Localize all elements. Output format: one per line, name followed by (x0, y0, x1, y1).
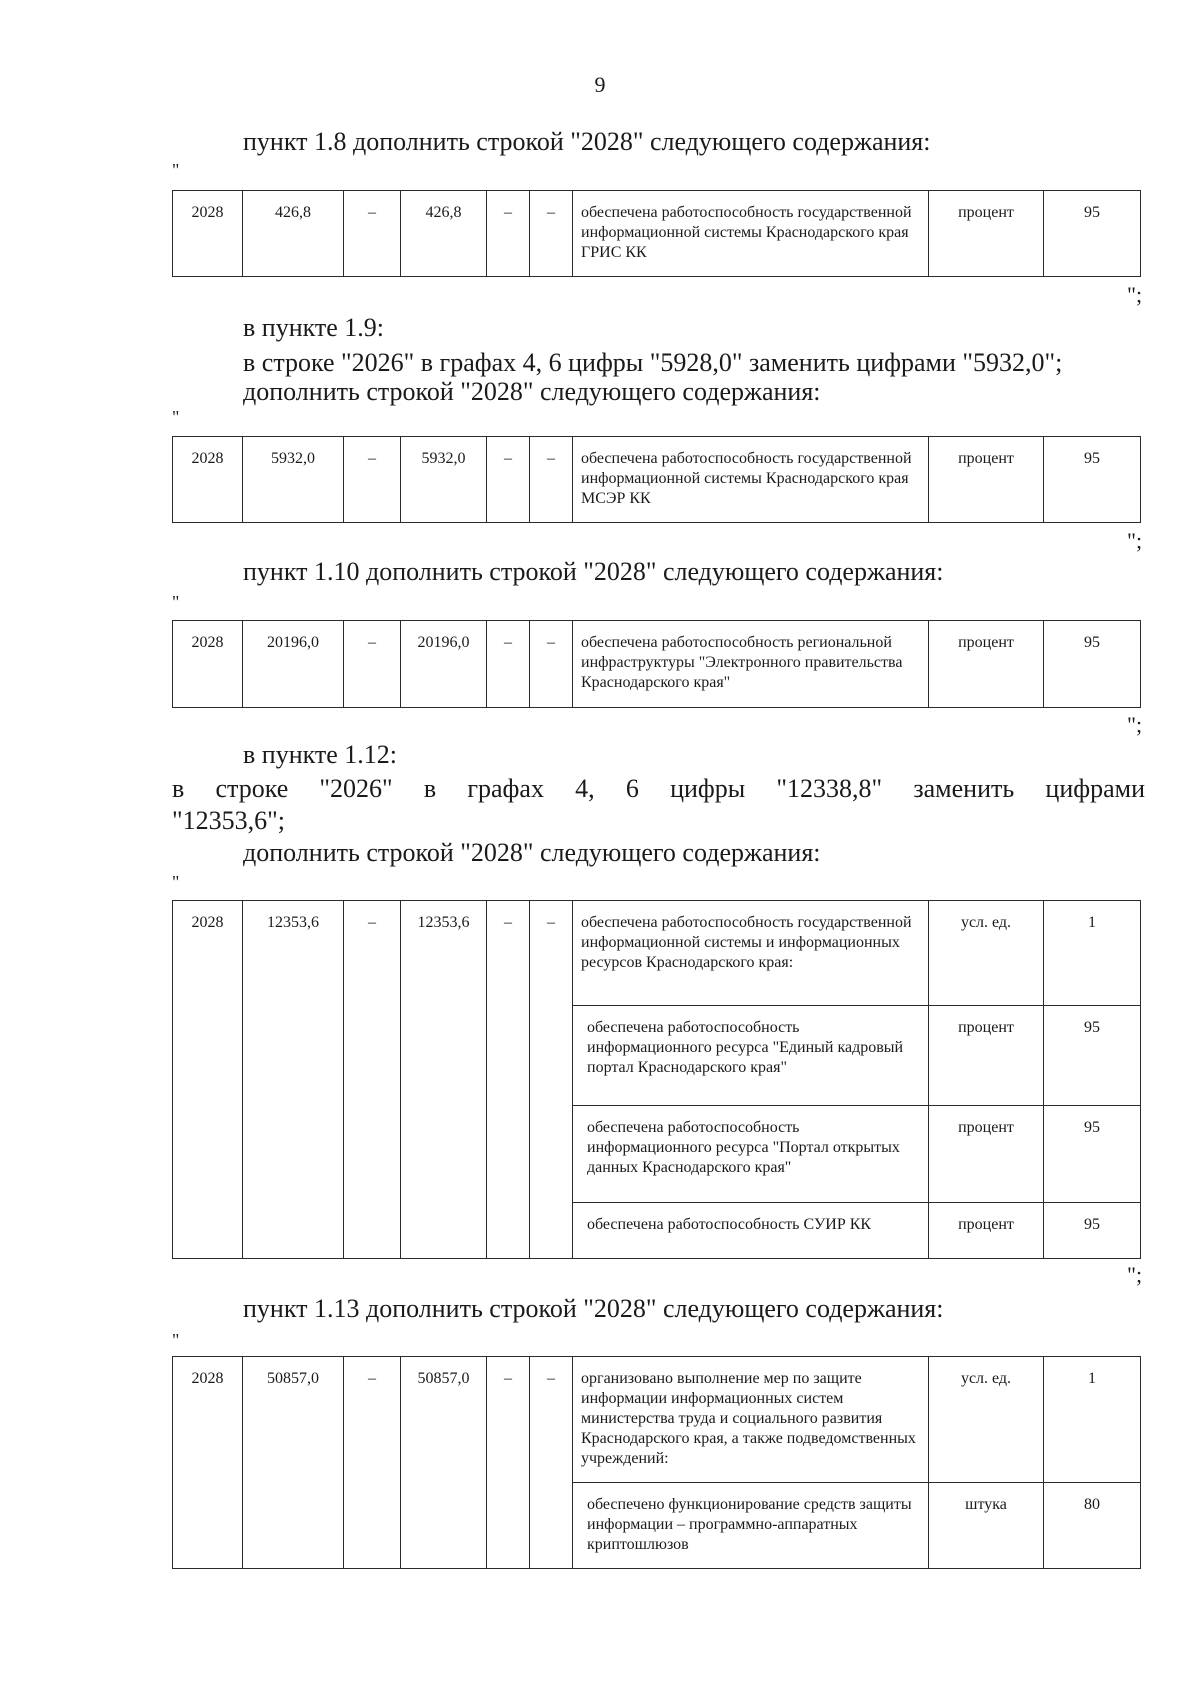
unit-cell: процент (929, 191, 1044, 277)
total-cell: 426,8 (243, 191, 344, 277)
year-cell: 2028 (173, 437, 243, 523)
year-cell: 2028 (173, 191, 243, 277)
column-3-cell: – (344, 1357, 401, 1569)
section-1-13-heading: пункт 1.13 дополнить строкой "2028" следующего содержания: (243, 1294, 944, 1323)
description-cell: обеспечено функционирование средств защиты информации – программно-аппаратных криптошлюзов (573, 1483, 929, 1569)
section-1-10-table (172, 620, 1141, 708)
section-1-12-line-2: в строке "2026" в графах 4, 6 цифры "12338,8" заменить цифрами (172, 774, 1145, 803)
open-quote: " (172, 160, 180, 180)
table-row (173, 437, 1141, 523)
description-cell: обеспечена работоспособность государственной информационной системы Краснодарского края МСЭР КК (573, 437, 929, 523)
year-cell: 2028 (173, 901, 243, 1259)
description-cell: обеспечена работоспособность информационного ресурса "Единый кадровый портал Краснодарского края" (573, 1006, 929, 1106)
section-1-12-table (172, 900, 1141, 1259)
value-cell: 1 (1044, 901, 1141, 1006)
year-cell: 2028 (173, 621, 243, 708)
description-cell: обеспечена работоспособность СУИР КК (573, 1203, 929, 1259)
description-cell: обеспечена работоспособность информационного ресурса "Портал открытых данных Краснодарского края" (573, 1106, 929, 1203)
column-4-cell: 20196,0 (401, 621, 487, 708)
section-1-10-heading: пункт 1.10 дополнить строкой "2028" следующего содержания: (243, 557, 944, 586)
column-5-cell: – (487, 901, 530, 1259)
unit-cell: процент (929, 1006, 1044, 1106)
description-cell: обеспечена работоспособность государственной информационной системы Краснодарского края ГРИС КК (573, 191, 929, 277)
value-cell: 95 (1044, 1106, 1141, 1203)
section-1-12-line-4: дополнить строкой "2028" следующего содержания: (243, 838, 821, 867)
table-row (173, 191, 1141, 277)
column-6-cell: – (530, 1357, 573, 1569)
unit-cell: процент (929, 437, 1044, 523)
section-1-8-table (172, 190, 1141, 277)
close-quote: "; (1127, 712, 1143, 737)
description-cell: обеспечена работоспособность региональной инфраструктуры "Электронного правительства Краснодарского края" (573, 621, 929, 708)
section-1-9-line-3: дополнить строкой "2028" следующего содержания: (243, 377, 821, 406)
table-row (173, 621, 1141, 708)
open-quote: " (172, 592, 180, 612)
column-5-cell: – (487, 191, 530, 277)
description-cell: обеспечена работоспособность государственной информационной системы и информационных ресурсов Краснодарского края: (573, 901, 929, 1006)
description-cell: организовано выполнение мер по защите информации информационных систем министерства труда и социального развития Краснодарского края, а также подведомственных учреждений: (573, 1357, 929, 1483)
value-cell: 95 (1044, 191, 1141, 277)
unit-cell: процент (929, 1203, 1044, 1259)
section-1-9-line-2: в строке "2026" в графах 4, 6 цифры "5928,0" заменить цифрами "5932,0"; (243, 348, 1063, 377)
column-4-cell: 426,8 (401, 191, 487, 277)
unit-cell: процент (929, 621, 1044, 708)
column-6-cell: – (530, 901, 573, 1259)
total-cell: 12353,6 (243, 901, 344, 1259)
close-quote: "; (1127, 282, 1143, 307)
unit-cell: усл. ед. (929, 1357, 1044, 1483)
section-1-13-table (172, 1356, 1141, 1569)
section-1-8-heading: пункт 1.8 дополнить строкой "2028" следующего содержания: (243, 127, 931, 156)
column-4-cell: 12353,6 (401, 901, 487, 1259)
column-5-cell: – (487, 1357, 530, 1569)
column-3-cell: – (344, 437, 401, 523)
column-3-cell: – (344, 621, 401, 708)
total-cell: 5932,0 (243, 437, 344, 523)
column-6-cell: – (530, 437, 573, 523)
column-5-cell: – (487, 437, 530, 523)
value-cell: 95 (1044, 1203, 1141, 1259)
column-4-cell: 5932,0 (401, 437, 487, 523)
value-cell: 95 (1044, 1006, 1141, 1106)
section-1-9-heading: в пункте 1.9: (243, 313, 385, 342)
column-5-cell: – (487, 621, 530, 708)
value-cell: 80 (1044, 1483, 1141, 1569)
page-number: 9 (594, 72, 606, 97)
unit-cell: штука (929, 1483, 1044, 1569)
close-quote: "; (1127, 1262, 1143, 1287)
section-1-12-heading: в пункте 1.12: (243, 740, 398, 769)
open-quote: " (172, 1330, 180, 1350)
table-row (173, 1357, 1141, 1483)
table-row (173, 901, 1141, 1006)
unit-cell: процент (929, 1106, 1044, 1203)
column-6-cell: – (530, 621, 573, 708)
open-quote: " (172, 872, 180, 892)
section-1-12-line-3: "12353,6"; (172, 806, 285, 835)
section-1-9-table (172, 436, 1141, 523)
column-6-cell: – (530, 191, 573, 277)
column-3-cell: – (344, 901, 401, 1259)
total-cell: 20196,0 (243, 621, 344, 708)
column-4-cell: 50857,0 (401, 1357, 487, 1569)
unit-cell: усл. ед. (929, 901, 1044, 1006)
column-3-cell: – (344, 191, 401, 277)
year-cell: 2028 (173, 1357, 243, 1569)
value-cell: 95 (1044, 621, 1141, 708)
value-cell: 95 (1044, 437, 1141, 523)
total-cell: 50857,0 (243, 1357, 344, 1569)
close-quote: "; (1127, 528, 1143, 553)
open-quote: " (172, 407, 180, 427)
value-cell: 1 (1044, 1357, 1141, 1483)
